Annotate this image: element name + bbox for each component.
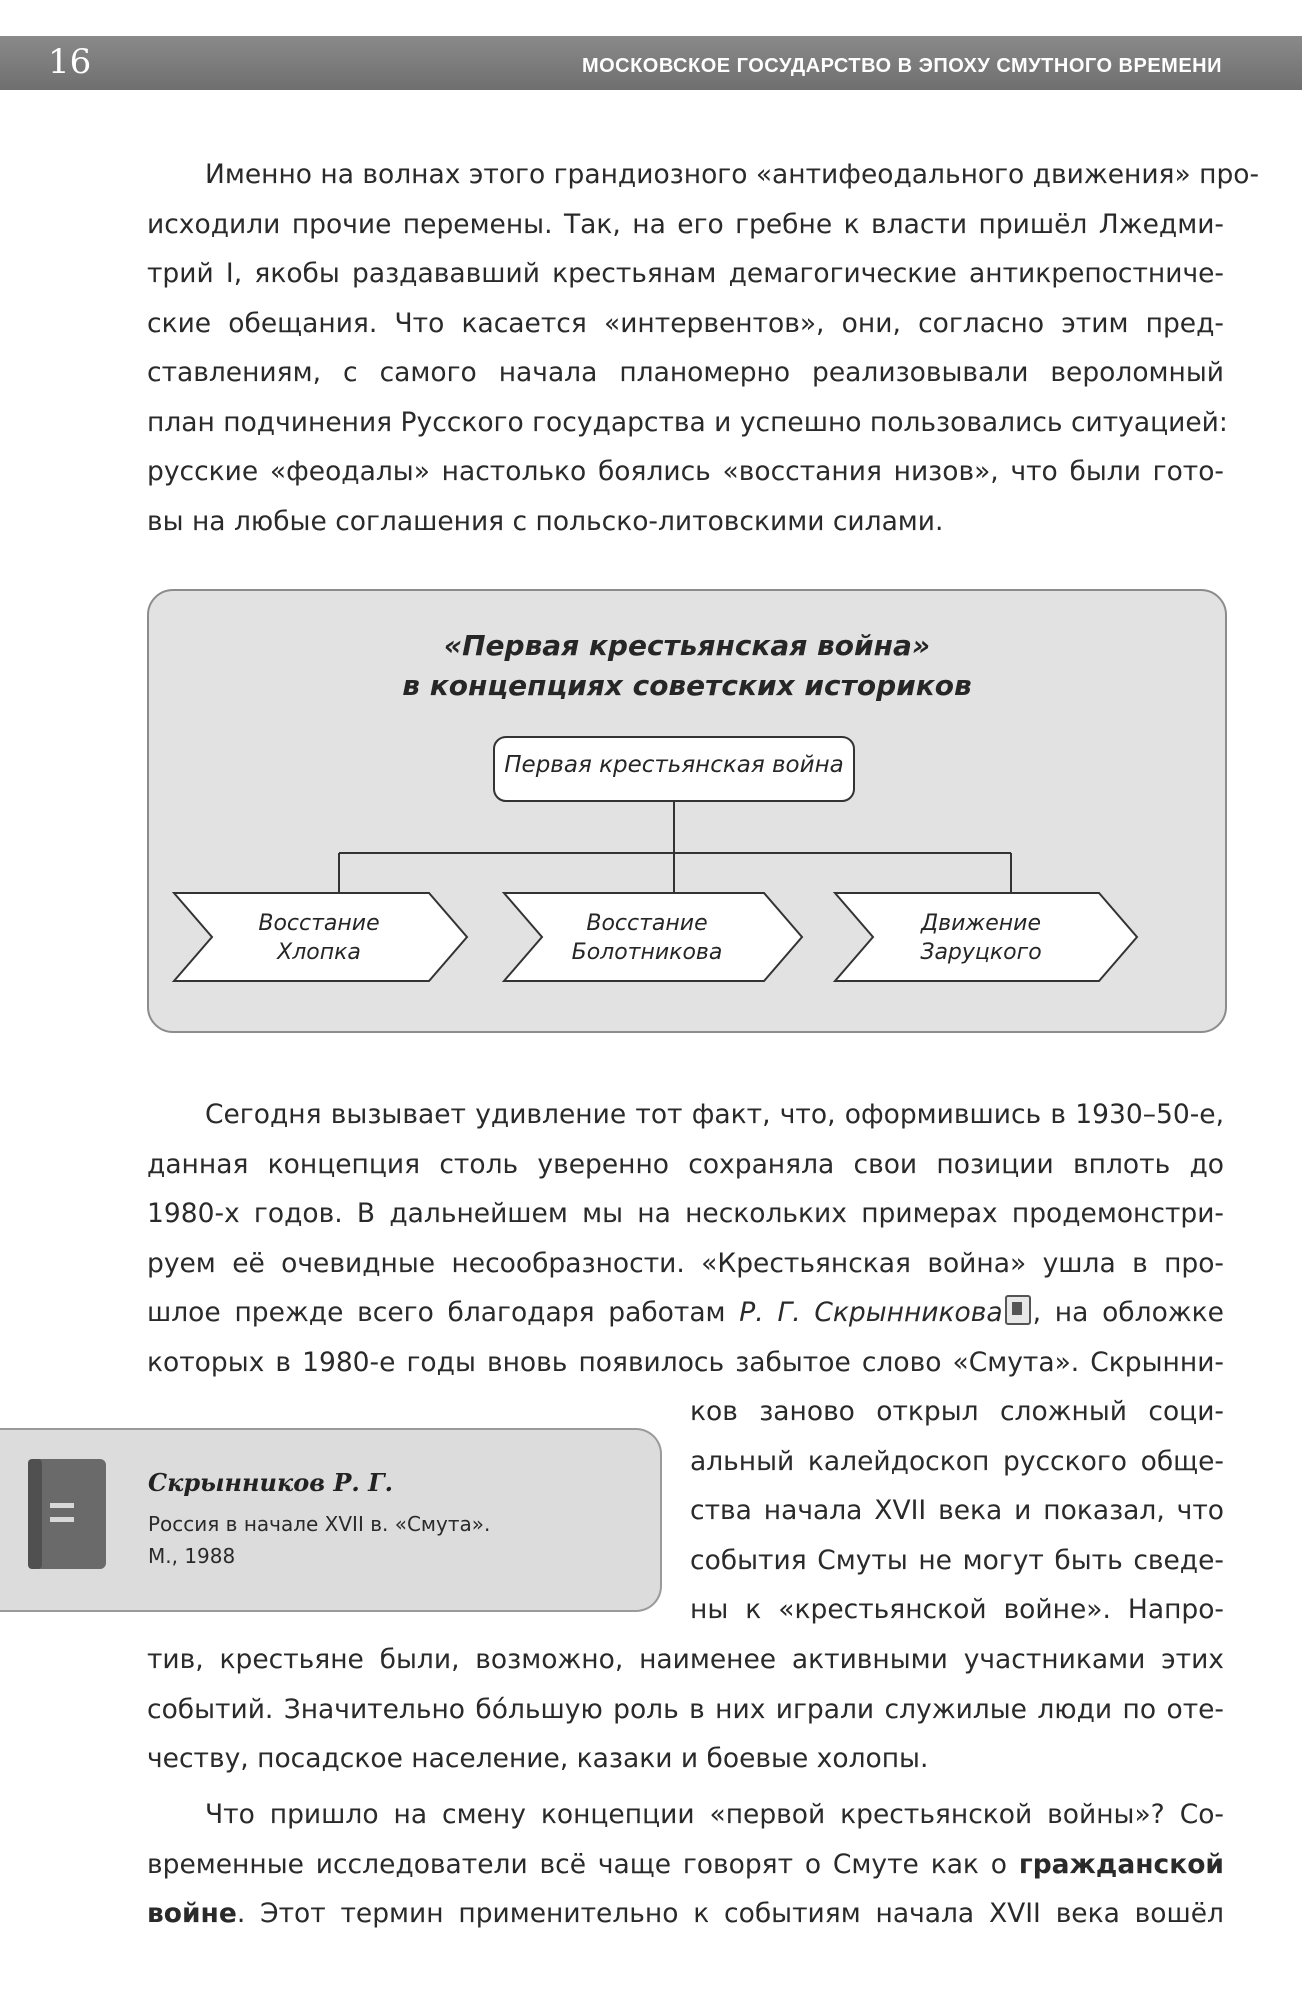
book-reference-icon[interactable] <box>1005 1295 1031 1325</box>
book-icon <box>22 1455 114 1575</box>
node-2-line-2: Болотникова <box>571 940 723 965</box>
sidebar-author: Скрынников Р. Г. <box>148 1468 394 1497</box>
sidebar-book-title: Россия в начале XVII в. «Смута». <box>148 1512 491 1536</box>
text-line: руем её очевидные несообразности. «Крестьянская война» ушла в про- <box>147 1247 1224 1279</box>
diagram-title <box>149 626 1225 706</box>
text-line: тив, крестьяне были, возможно, наименее активными участниками этих <box>147 1644 1224 1675</box>
bold-term: гражданской <box>1018 1848 1224 1880</box>
diagram-title-line-2: в концепциях советских историков <box>402 669 972 702</box>
paragraph-2-tail <box>147 1635 1224 1784</box>
text-fragment: шлое прежде всего благодаря работам <box>147 1297 740 1328</box>
node-1-line-2: Хлопка <box>277 940 361 965</box>
text-line: ставлениям, с самого начала планомерно реализовывали вероломный <box>147 357 1224 388</box>
node-3-line-2: Заруцкого <box>920 940 1042 965</box>
text-line: трий I, якобы раздававший крестьянам демагогические антикрепостниче- <box>147 258 1224 289</box>
text-line: Именно на волнах этого грандиозного «антифеодального движения» про- <box>205 159 1260 190</box>
text-line-with-reference <box>147 1288 1224 1338</box>
text-line: Что пришло на смену концепции «первой крестьянской войны»? Со- <box>205 1799 1224 1830</box>
page-number: 16 <box>48 42 92 82</box>
paragraph-2 <box>147 1090 1224 1387</box>
text-line <box>147 1889 1224 1939</box>
sidebar-book-info <box>148 1508 490 1572</box>
bold-term: войне <box>147 1898 237 1929</box>
text-line: данная концепция столь уверенно сохраняла свои позиции вплоть до <box>147 1148 1224 1180</box>
text-line: русские «феодалы» настолько боялись «восстания низов», что были гото- <box>147 456 1224 487</box>
paragraph-3 <box>147 1790 1224 1939</box>
text-line: событий. Значительно бóльшую роль в них играли служилые люди по оте- <box>147 1693 1224 1725</box>
top-node-label: Первая крестьянская война <box>504 752 844 778</box>
paragraph-1 <box>147 150 1260 546</box>
text-line: план подчинения Русского государства и успешно пользовались ситуацией: <box>147 406 1228 438</box>
node-label-1 <box>229 909 409 967</box>
text-line: альный калейдоскоп русского обще- <box>690 1445 1224 1477</box>
text-line: исходили прочие перемены. Так, на его гребне к власти пришёл Лжедми- <box>147 208 1224 240</box>
node-1-line-1: Восстание <box>258 911 380 936</box>
text-line <box>147 1840 1224 1890</box>
text-line: честву, посадское население, казаки и боевые холопы. <box>147 1743 929 1774</box>
node-label-3 <box>891 909 1071 967</box>
text-fragment: , на обложке <box>1032 1297 1224 1328</box>
text-line: Сегодня вызывает удивление тот факт, что, оформившись в 1930–50-е, <box>205 1099 1224 1130</box>
node-3-line-1: Движение <box>920 911 1042 936</box>
text-line: вы на любые соглашения с польско-литовскими силами. <box>147 505 944 537</box>
text-fragment: временные исследователи всё чаще говорят о Смуте как о <box>147 1848 1019 1880</box>
running-title: МОСКОВСКОЕ ГОСУДАРСТВО В ЭПОХУ СМУТНОГО ВРЕМЕНИ <box>581 55 1222 77</box>
node-label-2 <box>557 909 737 967</box>
concept-diagram <box>147 589 1227 1033</box>
paragraph-2-narrow <box>690 1387 1224 1635</box>
text-fragment: . Этот термин применительно к событиям начала XVII века вошёл <box>236 1898 1224 1929</box>
text-line: 1980-х годов. В дальнейшем мы на нескольких примерах продемонстри- <box>147 1198 1224 1229</box>
node-2-line-1: Восстание <box>586 911 708 936</box>
author-reference: Р. Г. Скрынникова <box>739 1297 1003 1328</box>
text-line: ства начала XVII века и показал, что <box>690 1495 1224 1526</box>
text-line: ские обещания. Что касается «интервентов», они, согласно этим пред- <box>147 307 1224 339</box>
text-line: ны к «крестьянской войне». Напро- <box>690 1594 1224 1625</box>
sidebar-book-imprint: М., 1988 <box>148 1544 236 1568</box>
diagram-title-line-1: «Первая крестьянская война» <box>443 629 931 662</box>
text-line: ков заново открыл сложный соци- <box>690 1396 1224 1427</box>
text-line: события Смуты не могут быть сведе- <box>690 1544 1224 1576</box>
text-line: которых в 1980-е годы вновь появилось забытое слово «Смута». Скрынни- <box>147 1346 1224 1378</box>
